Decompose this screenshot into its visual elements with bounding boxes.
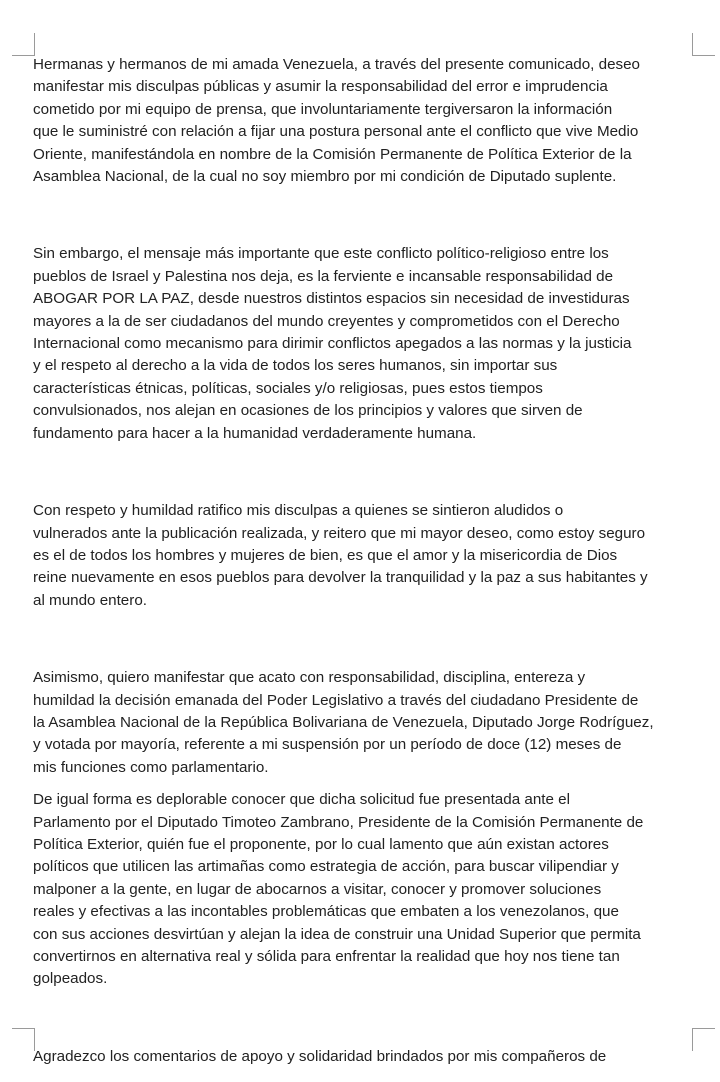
margin-corner-top-left: [12, 33, 35, 56]
text-line: Parlamento por el Diputado Timoteo Zambrano, Presidente de la Comisión Permanente de: [33, 813, 644, 831]
text-line: De igual forma es deplorable conocer que dicha solicitud fue presentada ante el: [33, 791, 570, 809]
paragraph-peace: [33, 243, 695, 445]
text-line: Asamblea Nacional, de la cual no soy miembro por mi condición de Diputado suplente.: [33, 168, 617, 186]
text-line: vulnerados ante la publicación realizada, y reitero que mi mayor deseo, como estoy seguro: [33, 524, 646, 542]
text-line: y el respeto al derecho a la vida de todos los seres humanos, sin importar sus: [33, 357, 558, 375]
text-line: Internacional como mecanismo para dirimir conflictos apegados a las normas y la justicia: [33, 335, 632, 353]
document-body: [33, 54, 695, 1068]
paragraph-spacer: [33, 779, 695, 789]
margin-corner-bottom-right: [692, 1028, 715, 1051]
text-line: al mundo entero.: [33, 591, 147, 609]
text-line: convertirnos en alternativa real y sólida para enfrentar la realidad que hoy nos tiene tan: [33, 948, 620, 965]
margin-corner-bottom-left: [12, 1028, 35, 1051]
paragraph-spacer: [33, 445, 695, 500]
text-line: características étnicas, políticas, sociales y/o religiosas, pues estos tiempos: [33, 379, 543, 397]
text-line: fundamento para hacer a la humanidad verdaderamente humana.: [33, 424, 477, 442]
text-line: Sin embargo, el mensaje más importante que este conflicto político-religioso entre los: [33, 245, 609, 263]
paragraph-spacer: [33, 188, 695, 243]
text-line: Asimismo, quiero manifestar que acato con responsabilidad, disciplina, entereza y: [33, 669, 586, 687]
text-line: mayores a la de ser ciudadanos del mundo creyentes y comprometidos con el Derecho: [33, 312, 620, 330]
text-line: pueblos de Israel y Palestina nos deja, es la ferviente e incansable responsabilidad de: [33, 267, 614, 285]
text-line: ABOGAR POR LA PAZ, desde nuestros distintos espacios sin necesidad de investiduras: [33, 290, 630, 308]
text-line: reales y efectivas a las incontables problemáticas que embaten a los venezolanos, que: [33, 903, 619, 921]
text-line: manifestar mis disculpas públicas y asumir la responsabilidad del error e imprudencia: [33, 78, 608, 96]
text-line: Agradezco los comentarios de apoyo y solidaridad brindados por mis compañeros de: [33, 1047, 607, 1065]
text-line: Política Exterior, quién fue el proponente, por lo cual lamento que aún existan actores: [33, 835, 609, 853]
paragraph-thanks: [33, 1046, 695, 1068]
paragraph-suspension: [33, 667, 695, 779]
text-line: Oriente, manifestándola en nombre de la Comisión Permanente de Política Exterior de la: [33, 145, 632, 163]
paragraph-deplorable: [33, 789, 695, 991]
paragraph-spacer: [33, 612, 695, 667]
text-line: golpeados.: [33, 970, 108, 988]
text-line: políticos que utilicen las artimañas como estrategia de acción, para buscar vilipendiar y: [33, 858, 619, 876]
text-line: y votada por mayoría, referente a mi suspensión por un período de doce (12) meses de: [33, 736, 622, 754]
text-line: convulsionados, nos alejan en ocasiones de los principios y valores que sirven de: [33, 402, 583, 420]
text-line: cometido por mi equipo de prensa, que involuntariamente tergiversaron la información: [33, 100, 613, 118]
text-line: que le suministré con relación a fijar una postura personal ante el conflicto que vive Medio: [33, 123, 639, 141]
text-line: humildad la decisión emanada del Poder Legislativo a través del ciudadano Presidente de: [33, 691, 639, 709]
text-line: es el de todos los hombres y mujeres de bien, es que el amor y la misericordia de Dios: [33, 546, 618, 564]
text-line: reine nuevamente en esos pueblos para devolver la tranquilidad y la paz a sus habitantes y: [33, 569, 648, 587]
paragraph-humility: [33, 500, 695, 612]
text-line: con sus acciones desvirtúan y alejan la idea de construir una Unidad Superior que permita: [33, 925, 641, 943]
text-line: malponer a la gente, en lugar de abocarnos a visitar, conocer y promover soluciones: [33, 880, 602, 898]
margin-corner-top-right: [692, 33, 715, 56]
paragraph-spacer: [33, 991, 695, 1046]
text-line: Hermanas y hermanos de mi amada Venezuela, a través del presente comunicado, deseo: [33, 56, 641, 73]
text-line: mis funciones como parlamentario.: [33, 758, 269, 776]
text-line: la Asamblea Nacional de la República Bolivariana de Venezuela, Diputado Jorge Rodríguez,: [33, 713, 654, 731]
paragraph-apology: [33, 54, 695, 188]
text-line: Con respeto y humildad ratifico mis disculpas a quienes se sintieron aludidos o: [33, 502, 564, 520]
